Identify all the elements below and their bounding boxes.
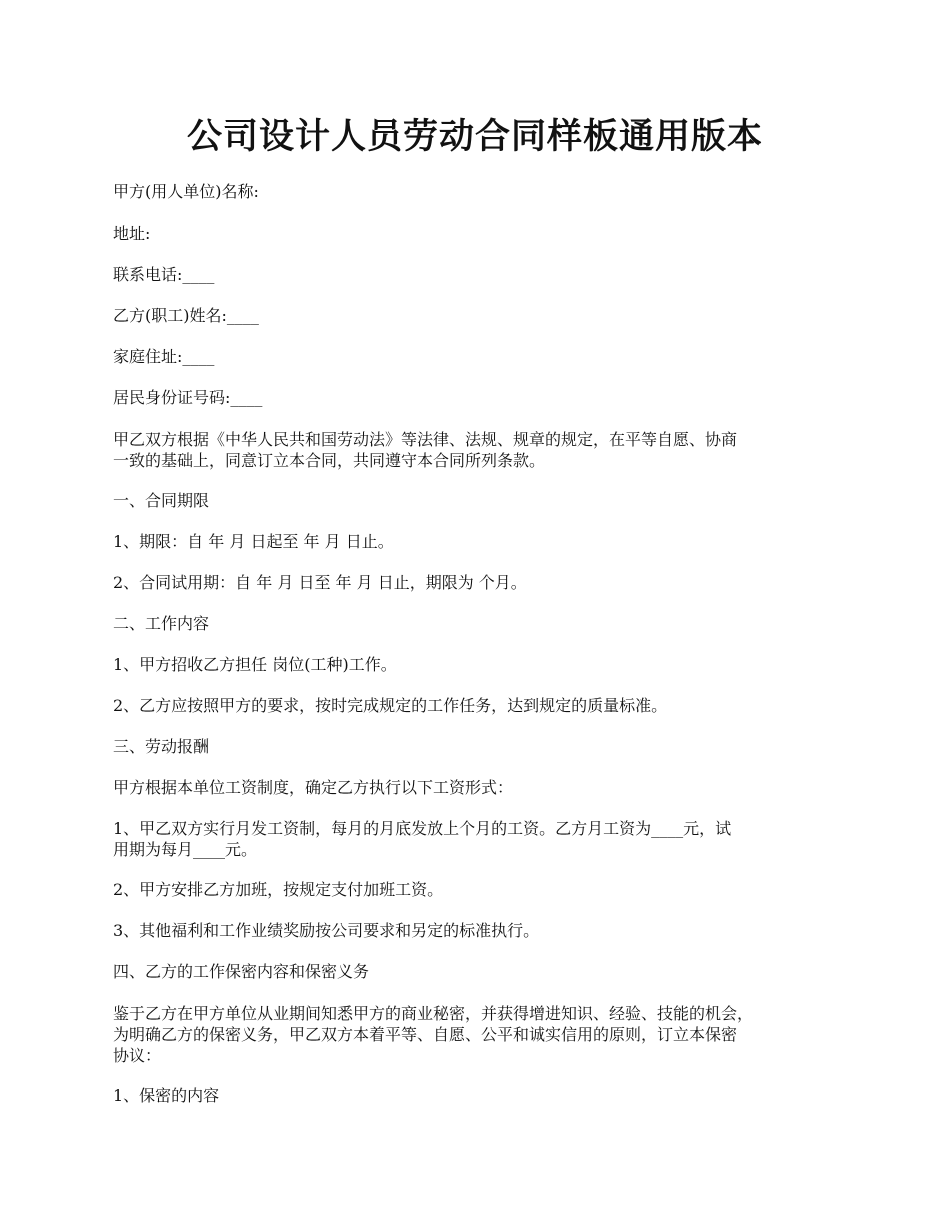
confidentiality-intro-line-3: 协议： — [113, 1046, 162, 1065]
clause-overtime: 2、甲方安排乙方加班，按规定支付加班工资。 — [113, 880, 444, 899]
pay-intro: 甲方根据本单位工资制度，确定乙方执行以下工资形式： — [113, 778, 514, 797]
document-title: 公司设计人员劳动合同样板通用版本 — [186, 116, 763, 157]
party-b-address-line: 家庭住址:____ — [113, 347, 215, 366]
confidentiality-intro-line-1: 鉴于乙方在甲方单位从业期间知悉甲方的商业秘密，并获得增进知识、经验、技能的机会， — [113, 1004, 754, 1023]
party-a-name-line: 甲方(用人单位)名称: — [113, 182, 259, 201]
clause-monthly-wage-line-1: 1、甲乙双方实行月发工资制，每月的月底发放上个月的工资。乙方月工资为____元，试 — [113, 819, 732, 838]
party-a-phone-line: 联系电话:____ — [113, 265, 215, 284]
section-heading-work: 二、工作内容 — [113, 614, 210, 633]
clause-confidential-content: 1、保密的内容 — [113, 1086, 220, 1105]
clause-benefits: 3、其他福利和工作业绩奖励按公司要求和另定的标准执行。 — [113, 921, 540, 940]
confidentiality-intro-line-2: 为明确乙方的保密义务，甲乙双方本着平等、自愿、公平和诚实信用的原则，订立本保密 — [113, 1025, 738, 1044]
clause-term-period: 1、期限：自 年 月 日起至 年 月 日止。 — [113, 532, 394, 551]
section-heading-confidentiality: 四、乙方的工作保密内容和保密义务 — [113, 962, 370, 981]
clause-probation: 2、合同试用期：自 年 月 日至 年 月 日止，期限为 个月。 — [113, 573, 527, 592]
section-heading-term: 一、合同期限 — [113, 491, 210, 510]
clause-duties: 2、乙方应按照甲方的要求，按时完成规定的工作任务，达到规定的质量标准。 — [113, 696, 668, 715]
preamble-line-1: 甲乙双方根据《中华人民共和国劳动法》等法律、法规、规章的规定，在平等自愿、协商 — [113, 430, 738, 449]
section-heading-pay: 三、劳动报酬 — [113, 737, 210, 756]
party-a-address-line: 地址: — [113, 224, 151, 243]
party-b-id-line: 居民身份证号码:____ — [113, 388, 263, 407]
clause-position: 1、甲方招收乙方担任 岗位(工种)工作。 — [113, 655, 397, 674]
preamble-line-2: 一致的基础上，同意订立本合同，共同遵守本合同所列条款。 — [113, 451, 546, 470]
party-b-name-line: 乙方(职工)姓名:____ — [113, 306, 259, 325]
clause-monthly-wage-line-2: 用期为每月____元。 — [113, 840, 258, 859]
